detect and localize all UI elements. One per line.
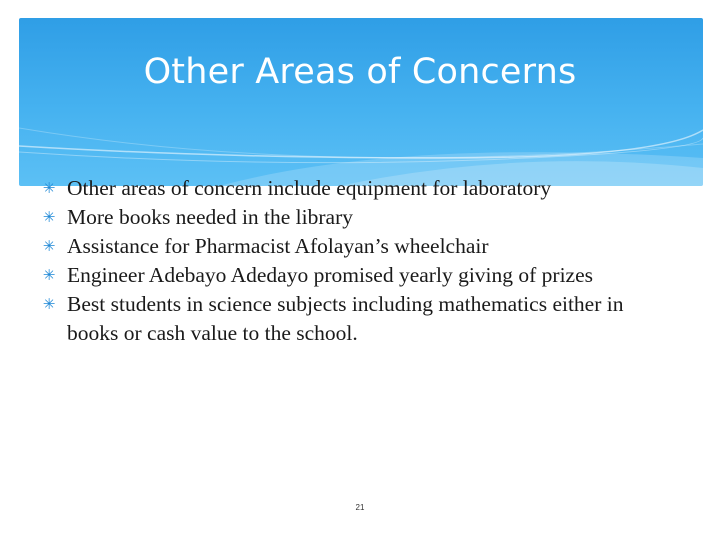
title-header-band <box>19 18 703 186</box>
asterisk-bullet-icon: ✳ <box>42 208 56 226</box>
asterisk-bullet-icon: ✳ <box>42 179 56 197</box>
page-number: 21 <box>355 503 365 512</box>
list-item <box>40 232 640 261</box>
bullet-text: Engineer Adebayo Adedayo promised yearly giving of prizes <box>67 263 594 287</box>
list-item <box>40 174 640 203</box>
asterisk-bullet-icon: ✳ <box>42 237 56 255</box>
list-item <box>40 290 640 348</box>
bullet-text: More books needed in the library <box>67 205 353 229</box>
bullet-text: Other areas of concern include equipment for laboratory <box>67 176 552 200</box>
decorative-curves <box>19 18 703 186</box>
bullet-text: Best students in science subjects including mathematics either in books or cash value to the school. <box>67 292 624 345</box>
slide-title: Other Areas of Concerns <box>143 52 577 92</box>
bullet-list <box>40 174 640 348</box>
bullet-text: Assistance for Pharmacist Afolayan’s wheelchair <box>67 234 489 258</box>
list-item <box>40 261 640 290</box>
asterisk-bullet-icon: ✳ <box>42 266 56 284</box>
list-item <box>40 203 640 232</box>
asterisk-bullet-icon: ✳ <box>42 295 56 313</box>
